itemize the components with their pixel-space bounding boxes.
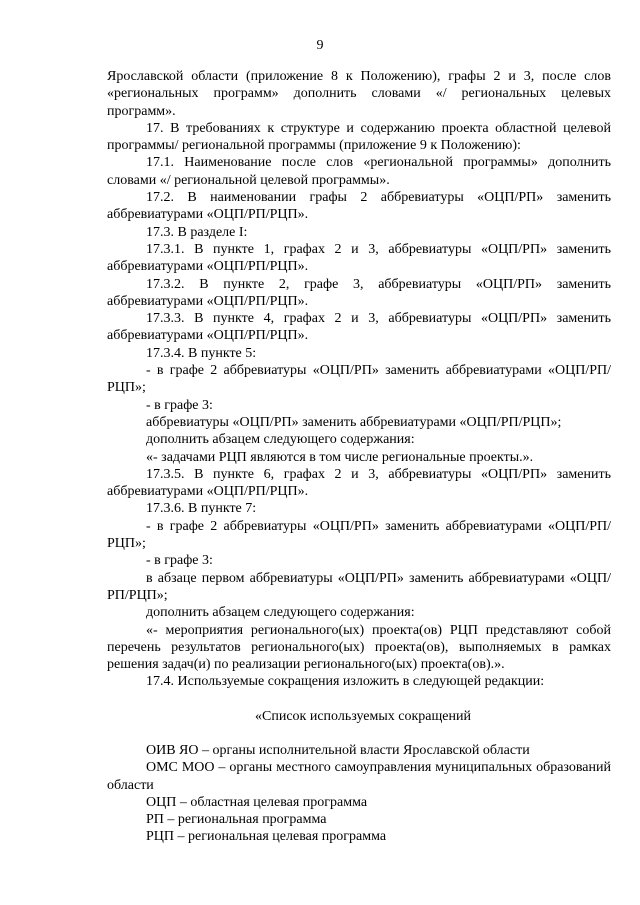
paragraph: 17. В требованиях к структуре и содержанию проекта областной целевой программы/ региональной программы (приложение 9 к Положению):: [107, 120, 611, 154]
paragraph: 17.3.1. В пункте 1, графах 2 и 3, аббревиатуры «ОЦП/РП» заменить аббревиатурами «ОЦП/РП/РЦП».: [107, 241, 611, 275]
paragraph: - в графе 2 аббревиатуры «ОЦП/РП» заменить аббревиатурами «ОЦП/РП/РЦП»;: [107, 363, 611, 396]
paragraph: дополнить абзацем следующего содержания:: [146, 605, 415, 621]
paragraph: - в графе 2 аббревиатуры «ОЦП/РП» заменить аббревиатурами «ОЦП/РП/РЦП»;: [107, 518, 611, 552]
spacer: [107, 691, 611, 708]
paragraph: - в графе 3:: [146, 553, 213, 569]
paragraph: 17.3.3. В пункте 4, графах 2 и 3, аббревиатуры «ОЦП/РП» заменить аббревиатурами «ОЦП/РП/РЦП».: [107, 311, 611, 344]
paragraph: 17.3.2. В пункте 2, графе 3, аббревиатуры «ОЦП/РП» заменить аббревиатурами «ОЦП/РП/РЦП».: [107, 276, 611, 309]
paragraph: Ярославской области (приложение 8 к Положению), графы 2 и 3, после слов «региональных программ» дополнить словами «/ региональных целевых программ».: [107, 69, 611, 119]
abbreviation-item: ОИВ ЯО – органы исполнительной власти Ярославской области: [146, 742, 530, 758]
paragraph: - в графе 3:: [146, 397, 213, 413]
paragraph: 17.3.4. В пункте 5:: [146, 345, 257, 361]
abbreviation-item: ОЦП – областная целевая программа: [146, 794, 368, 810]
document-body: [107, 68, 611, 846]
spacer: [107, 725, 611, 742]
paragraph: в абзаце первом аббревиатуры «ОЦП/РП» заменить аббревиатурами «ОЦП/РП/РЦП»;: [107, 570, 611, 603]
paragraph: 17.3.6. В пункте 7:: [146, 501, 257, 517]
abbreviation-item: ОМС МОО – органы местного самоуправления муниципальных образований области: [107, 760, 611, 793]
paragraph: 17.2. В наименовании графы 2 аббревиатуры «ОЦП/РП» заменить аббревиатурами «ОЦП/РП/РЦП».: [107, 190, 611, 223]
page-number: 9: [316, 38, 324, 53]
abbreviation-item: РЦП – региональная целевая программа: [146, 829, 387, 845]
abbreviation-item: РП – региональная программа: [146, 812, 327, 828]
paragraph: 17.3. В разделе I:: [146, 224, 248, 240]
paragraph: аббревиатуры «ОЦП/РП» заменить аббревиатурами «ОЦП/РП/РЦП»;: [146, 414, 562, 430]
paragraph: дополнить абзацем следующего содержания:: [146, 432, 415, 448]
abbreviations-heading: «Список используемых сокращений: [255, 708, 471, 724]
paragraph: «- задачами РЦП являются в том числе региональные проекты.».: [146, 449, 534, 465]
paragraph: 17.1. Наименование после слов «региональной программы» дополнить словами «/ региональной целевой программы».: [107, 155, 611, 188]
paragraph: «- мероприятия регионального(ых) проекта(ов) РЦП представляют собой перечень результатов регионального(ых) проекта(ов), выполняемых в рамках решения задач(и) по реализации регионального(ых) проекта(ов).».: [107, 622, 611, 673]
paragraph: 17.3.5. В пункте 6, графах 2 и 3, аббревиатуры «ОЦП/РП» заменить аббревиатурами «ОЦП/РП/РЦП».: [107, 466, 611, 500]
paragraph: 17.4. Используемые сокращения изложить в следующей редакции:: [146, 674, 545, 690]
